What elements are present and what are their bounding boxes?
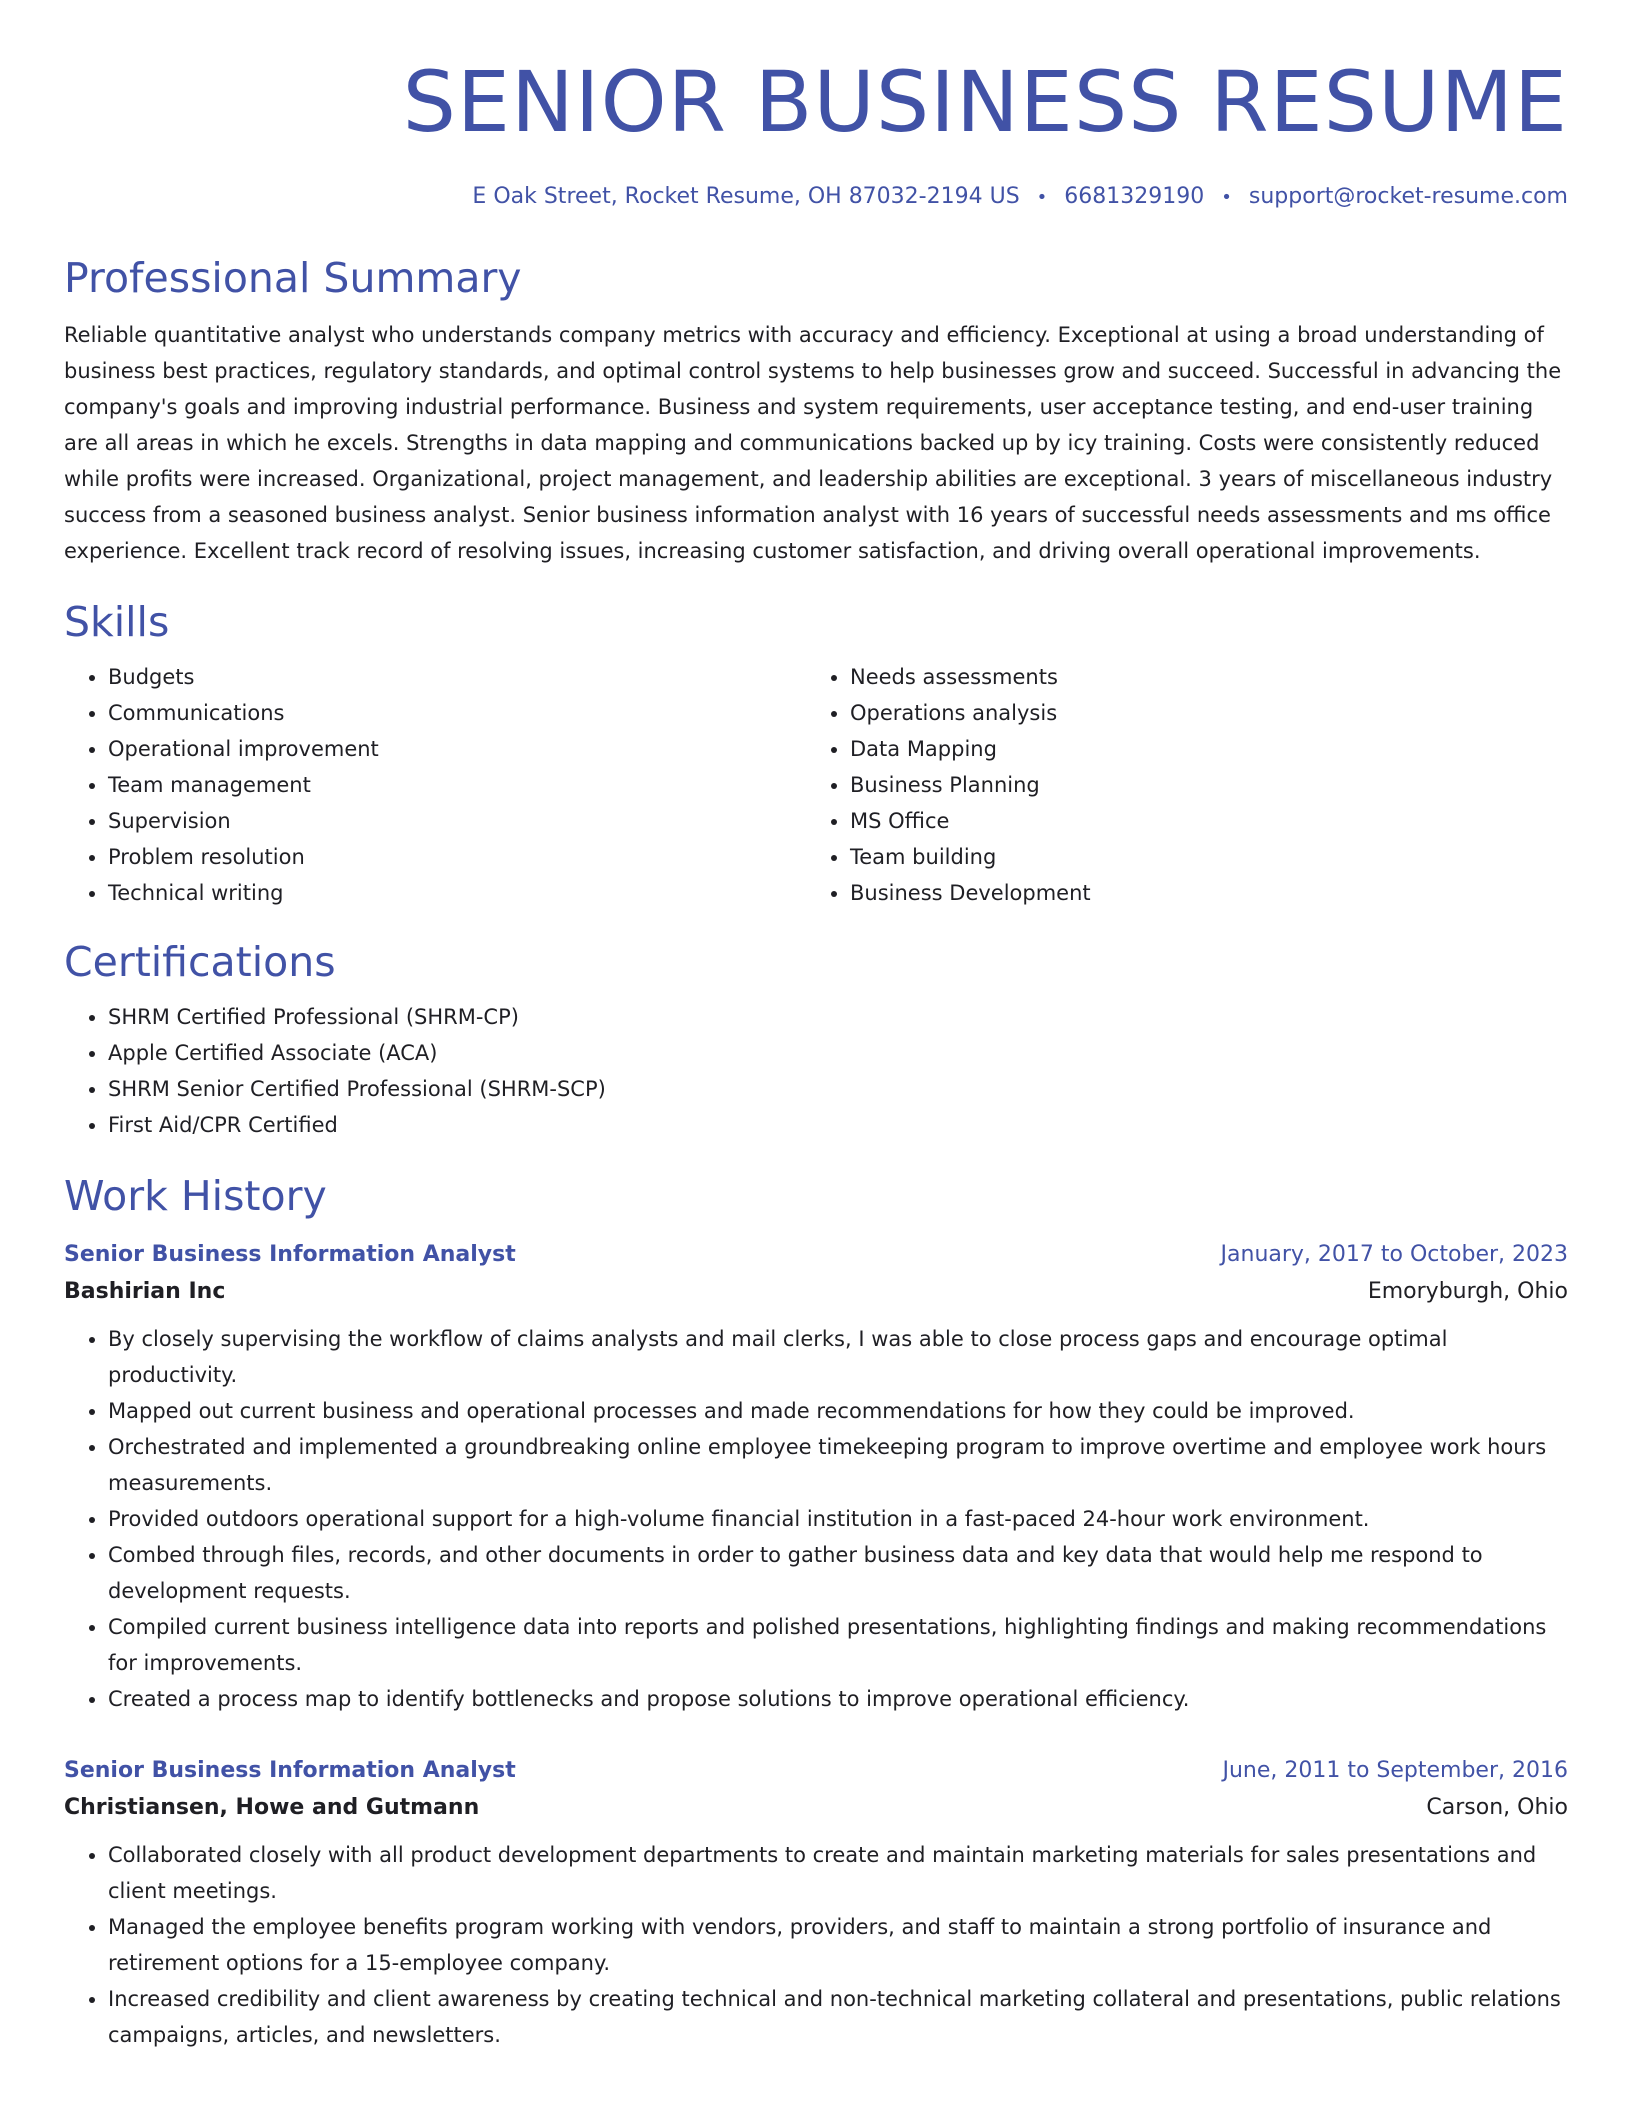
skill-item: • Operations analysis [850,695,1548,731]
job-bullet: • Provided outdoors operational support for a high-volume financial institution in a fast-paced 24-hour work environment. [108,1501,1568,1537]
certifications-section [64,937,1568,1143]
job-dates: June, 2011 to September, 2016 [1222,1758,1568,1783]
job-entry [64,1753,1568,2053]
job-bullet: • By closely supervising the workflow of claims analysts and mail clerks, I was able to close process gaps and encourage optimal productivity. [108,1321,1568,1393]
skill-item: • Supervision [108,803,806,839]
job-bullets [64,1837,1568,2053]
skills-left-list [64,659,806,911]
job-location: Carson, Ohio [1426,1795,1568,1820]
job-title-row [64,1753,1568,1789]
skills-columns [64,659,1568,911]
resume-header [64,0,1568,213]
job-bullet: • Created a process map to identify bottlenecks and propose solutions to improve operational efficiency. [108,1681,1568,1717]
certification-item: • SHRM Certified Professional (SHRM-CP) [108,999,1568,1035]
contact-phone: 6681329190 [1064,184,1205,209]
skill-item: • Business Planning [850,767,1548,803]
skill-item: • Business Development [850,875,1548,911]
job-bullet: • Managed the employee benefits program working with vendors, providers, and staff to maintain a strong portfolio of insurance and retirement options for a 15-employee company. [108,1909,1568,1981]
certification-item: • First Aid/CPR Certified [108,1107,1568,1143]
contact-email: support@rocket-resume.com [1248,184,1568,209]
skill-item: • Operational improvement [108,731,806,767]
job-entry [64,1237,1568,1717]
skill-item: • Data Mapping [850,731,1548,767]
skill-item: • Needs assessments [850,659,1548,695]
job-bullet: • Orchestrated and implemented a groundbreaking online employee timekeeping program to improve overtime and employee work hours measurements. [108,1429,1568,1501]
job-company: Bashirian Inc [64,1279,226,1304]
skill-item: • Technical writing [108,875,806,911]
job-company: Christiansen, Howe and Gutmann [64,1795,480,1820]
certification-item: • Apple Certified Associate (ACA) [108,1035,1568,1071]
job-dates: January, 2017 to October, 2023 [1220,1242,1568,1267]
job-bullet: • Collaborated closely with all product development departments to create and maintain marketing materials for sales presentations and client meetings. [108,1837,1568,1909]
certifications-list [64,999,1568,1143]
summary-section [64,253,1568,569]
resume-name: SENIOR BUSINESS RESUME [402,53,1568,151]
job-title: Senior Business Information Analyst [64,1242,516,1267]
contact-separator: • [1221,187,1232,208]
job-title-row [64,1237,1568,1273]
skills-heading: Skills [64,598,170,646]
summary-text: Reliable quantitative analyst who understands company metrics with accuracy and efficiency. Exceptional at using a broad understanding of business best practices, regulatory standards, and optimal control systems to help businesses grow and succeed. Successful in advancing the company's goals and improving industrial performance. Business and system requirements, user acceptance testing, and end-user training are all areas in which he excels. Strengths in data mapping and communications backed up by icy training. Costs were consistently reduced while profits were increased. Organizational, project management, and leadership abilities are exceptional. 3 years of miscellaneous industry success from a seasoned business analyst. Senior business information analyst with 16 years of successful needs assessments and ms office experience. Excellent track record of resolving issues, increasing customer satisfaction, and driving overall operational improvements. [64,323,1562,563]
contact-address: E Oak Street, Rocket Resume, OH 87032-2194 US [472,184,1020,209]
job-company-row [64,1789,1568,1827]
certifications-heading: Certifications [64,938,336,986]
skill-item: • Team management [108,767,806,803]
summary-heading: Professional Summary [64,254,522,302]
skills-section [64,597,1568,911]
job-title: Senior Business Information Analyst [64,1758,516,1783]
work-history-section [64,1171,1568,2053]
job-bullet: • Mapped out current business and operational processes and made recommendations for how they could be improved. [108,1393,1568,1429]
skill-item: • MS Office [850,803,1548,839]
skill-item: • Team building [850,839,1548,875]
certification-item: • SHRM Senior Certified Professional (SHRM-SCP) [108,1071,1568,1107]
job-bullet: • Combed through files, records, and other documents in order to gather business data and key data that would help me respond to development requests. [108,1537,1568,1609]
work-history-heading: Work History [64,1172,327,1220]
job-location: Emoryburgh, Ohio [1367,1279,1568,1304]
skill-item: • Problem resolution [108,839,806,875]
job-bullet: • Increased credibility and client awareness by creating technical and non-technical marketing collateral and presentations, public relations campaigns, articles, and newsletters. [108,1981,1568,2053]
job-bullets [64,1321,1568,1717]
skill-item: • Communications [108,695,806,731]
contact-line [64,182,1568,213]
job-bullet: • Compiled current business intelligence data into reports and polished presentations, highlighting findings and making recommendations for improvements. [108,1609,1568,1681]
skills-right-list [806,659,1548,911]
contact-separator: • [1036,187,1048,208]
job-company-row [64,1273,1568,1311]
skill-item: • Budgets [108,659,806,695]
